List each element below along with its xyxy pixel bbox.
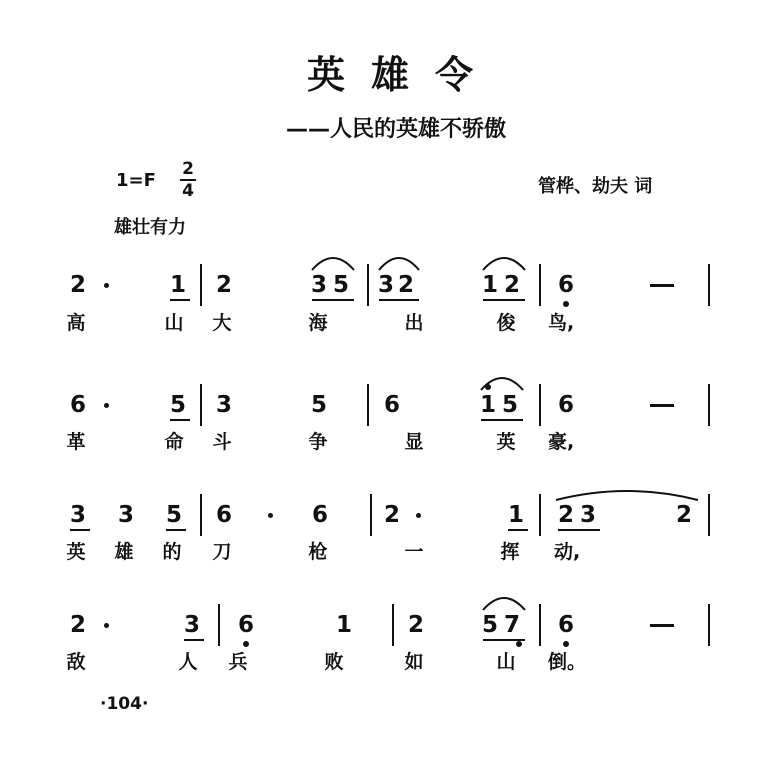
slur	[481, 378, 523, 390]
note: 2	[215, 272, 232, 298]
slur	[312, 258, 354, 270]
note: 5	[310, 392, 327, 418]
key-signature: 1=F	[116, 170, 156, 191]
lyric-char: 一	[404, 541, 424, 563]
note: 3	[183, 612, 200, 638]
meter-top: 2	[182, 159, 194, 179]
lyric-char: 的	[162, 541, 182, 563]
note: 5	[165, 502, 182, 528]
lyric-char: 山	[496, 651, 516, 673]
slur	[556, 491, 698, 500]
note: 3	[377, 272, 394, 298]
lyric-char: 鸟,	[548, 312, 575, 334]
lyric-char: 革	[66, 431, 86, 453]
note: 1	[481, 272, 498, 298]
note: 6	[215, 502, 232, 528]
note: 3	[117, 502, 134, 528]
lyric-char: 败	[324, 651, 344, 673]
lyric-char: 俊	[496, 312, 516, 334]
lyric-char: 大	[212, 312, 232, 334]
lyricist-credit: 管桦、劫夫 词	[538, 176, 653, 197]
note: 2	[69, 272, 86, 298]
song-title: 英雄令	[306, 53, 499, 97]
lyric-char: 人	[178, 651, 198, 673]
tempo-marking: 雄壮有力	[114, 217, 186, 238]
note: 6	[383, 392, 400, 418]
slur	[379, 258, 419, 270]
lyric-char: 兵	[228, 651, 248, 673]
lyric-char: 山	[164, 312, 184, 334]
lyric-char: 敌	[66, 651, 86, 673]
note: 5	[332, 272, 349, 298]
note: 6	[557, 392, 574, 418]
lyric-char: 豪,	[548, 431, 575, 453]
lyric-char: 英	[496, 431, 516, 453]
lyric-char: 斗	[212, 431, 232, 453]
note: 6	[311, 502, 328, 528]
note: 2	[407, 612, 424, 638]
note: 5	[169, 392, 186, 418]
note: 6	[237, 612, 254, 638]
note: 3	[579, 502, 596, 528]
note: 1	[169, 272, 186, 298]
note: 1	[335, 612, 352, 638]
note: 6	[557, 272, 574, 298]
lyric-char: 英	[66, 541, 86, 563]
note: 3	[215, 392, 232, 418]
lyric-char: 海	[308, 312, 328, 334]
note: 1	[479, 392, 496, 418]
note: 7	[503, 612, 520, 638]
lyric-char: 动,	[554, 541, 581, 563]
lyric-char: 挥	[500, 541, 520, 563]
lyric-char: 出	[404, 312, 424, 334]
lyric-char: 枪	[308, 541, 328, 563]
note: 6	[69, 392, 86, 418]
page-number: ·104·	[100, 694, 149, 714]
note: 5	[501, 392, 518, 418]
note: 2	[69, 612, 86, 638]
lyric-char: 显	[404, 431, 424, 453]
lyric-char: 如	[404, 651, 424, 673]
note: 2	[397, 272, 414, 298]
note: 1	[507, 502, 524, 528]
lyric-char: 倒。	[548, 651, 587, 673]
note: 3	[69, 502, 86, 528]
song-subtitle: ——人民的英雄不骄傲	[285, 117, 506, 142]
meter-bottom: 4	[182, 181, 194, 201]
lyric-char: 高	[66, 312, 86, 334]
slur	[483, 258, 525, 270]
note: 6	[557, 612, 574, 638]
lyric-char: 雄	[114, 541, 134, 563]
note: 2	[383, 502, 400, 528]
note: 5	[481, 612, 498, 638]
lyric-char: 争	[308, 431, 328, 453]
lyric-char: 刀	[212, 541, 232, 563]
lyric-char: 命	[164, 431, 184, 453]
note: 2	[675, 502, 692, 528]
note: 3	[310, 272, 327, 298]
note: 2	[557, 502, 574, 528]
slur	[483, 598, 525, 610]
note: 2	[503, 272, 520, 298]
